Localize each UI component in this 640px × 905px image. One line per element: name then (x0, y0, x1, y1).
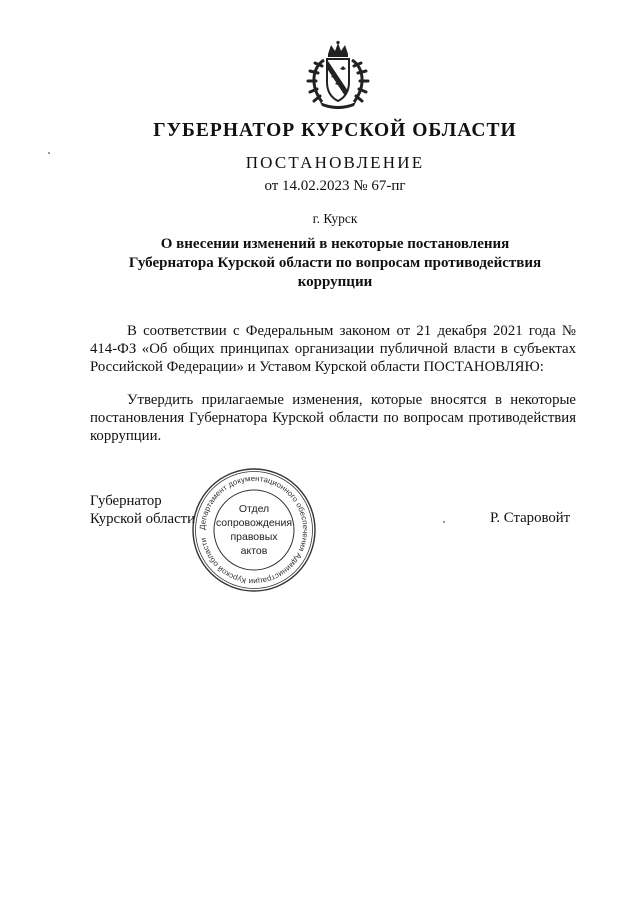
signatory-position (90, 492, 195, 528)
signatory-name: Р. Старовойт (490, 510, 571, 526)
stamp-line: сопровождения (215, 517, 293, 529)
document-date-number: от 14.02.2023 № 67-пг (264, 178, 406, 194)
title-line: О внесении изменений в некоторые постановления (160, 236, 510, 252)
stamp-center-text (208, 502, 300, 558)
scan-speck (443, 521, 445, 523)
position-line-2: Курской области (90, 511, 196, 528)
scan-speck (48, 152, 50, 154)
document-title (90, 235, 580, 292)
stamp-line: правовых (230, 531, 278, 543)
document-type: ПОСТАНОВЛЕНИЕ (245, 153, 425, 172)
coat-of-arms-icon (302, 40, 374, 110)
title-line: Губернатора Курской области по вопросам противодействия (128, 255, 542, 271)
stamp-line: актов (240, 545, 268, 557)
document-city: г. Курск (312, 211, 358, 226)
issuing-authority: ГУБЕРНАТОР КУРСКОЙ ОБЛАСТИ (153, 120, 517, 141)
position-line-1: Губернатор (90, 493, 162, 509)
title-line: коррупции (297, 274, 373, 290)
body-paragraph-2: Утвердить прилагаемые изменения, которые вносятся в некоторые постановления Губернатора Курской области по вопросам противодействия коррупции. (90, 392, 576, 445)
body-paragraph-1: В соответствии с Федеральным законом от 21 декабря 2021 года № 414-ФЗ «Об общих принципах организации публичной власти в субъектах Российской Федерации» и Уставом Курской области ПОСТАНОВЛЯЮ: (90, 323, 576, 376)
stamp-line: Отдел (238, 503, 270, 515)
stamp-ring-text: Департамент документационного обеспечения Администрации Курской области (197, 473, 311, 587)
